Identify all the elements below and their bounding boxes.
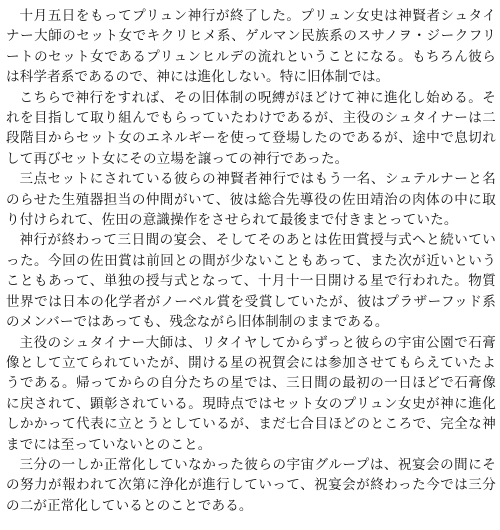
paragraph-4: 神行が終わって三日間の宴会、そしてそのあとは佐田賞授与式へと続いていった。今回の佐田賞は前回との間が少ないこともあって、また次が近いということもあって、単独の授与式となって、十月十一日開ける星で行われた。物質世界では日本の化学者がノーベル賞を受賞していたが、彼はプラザーフッド系のメンバーではあっても、残念ながら旧体制制のままである。 bbox=[6, 232, 496, 331]
paragraph-3: 三点セットにされている彼らの神賢者神行ではもう一名、シュテルナーと名のらせた生殖器担当の仲間がいて、彼は総合先導役の佐田靖治の肉体の中に取り付けられて、佐田の意識操作をさせられて最後まで付きまとっていた。 bbox=[6, 171, 496, 229]
paragraph-2: こちらで神行をすれば、その旧体制の呪縛がほどけて神に進化し始める。それを目指して取り組んでもらっていたわけであるが、主役のシュタイナーは二段階目からセット女のエネルギーを使って登場したのであるが、途中で息切れして再びセット女にその立場を譲っての神行であった。 bbox=[6, 89, 496, 167]
paragraph-1: 十月五日をもってプリュン神行が終了した。プリュン女史は神賢者シュタイナー大師のセット女でキクリヒメ系、ゲルマン民族系のスサノヲ・ジークフリートのセット女であるプリュンヒルデの流れということになる。もちろん彼らは科学者系であるので、神には進化しない。特に旧体制では。 bbox=[6, 8, 496, 86]
paragraph-6: 三分の一しか正常化していなかった彼らの宇宙グループは、祝宴会の間にその努力が報われて次第に浄化が進行していって、祝宴会が終わった今では三分の二が正常化しているとのことである。 bbox=[6, 456, 496, 514]
paragraph-5: 主役のシュタイナー大師は、リタイヤしてからずっと彼らの宇宙公園で石膏像として立てられていたが、開ける星の祝賀会には参加させてもらえていたようである。帰ってからの自分たちの星では、三日間の最初の一日ほどで石膏像に戻されて、顕彰されている。現時点ではセット女のプリュン女史が神に進化しかかって代表に立とうとしているが、まだ七合目ほどのところで、完全な神までには至っていないとのこと。 bbox=[6, 334, 496, 453]
